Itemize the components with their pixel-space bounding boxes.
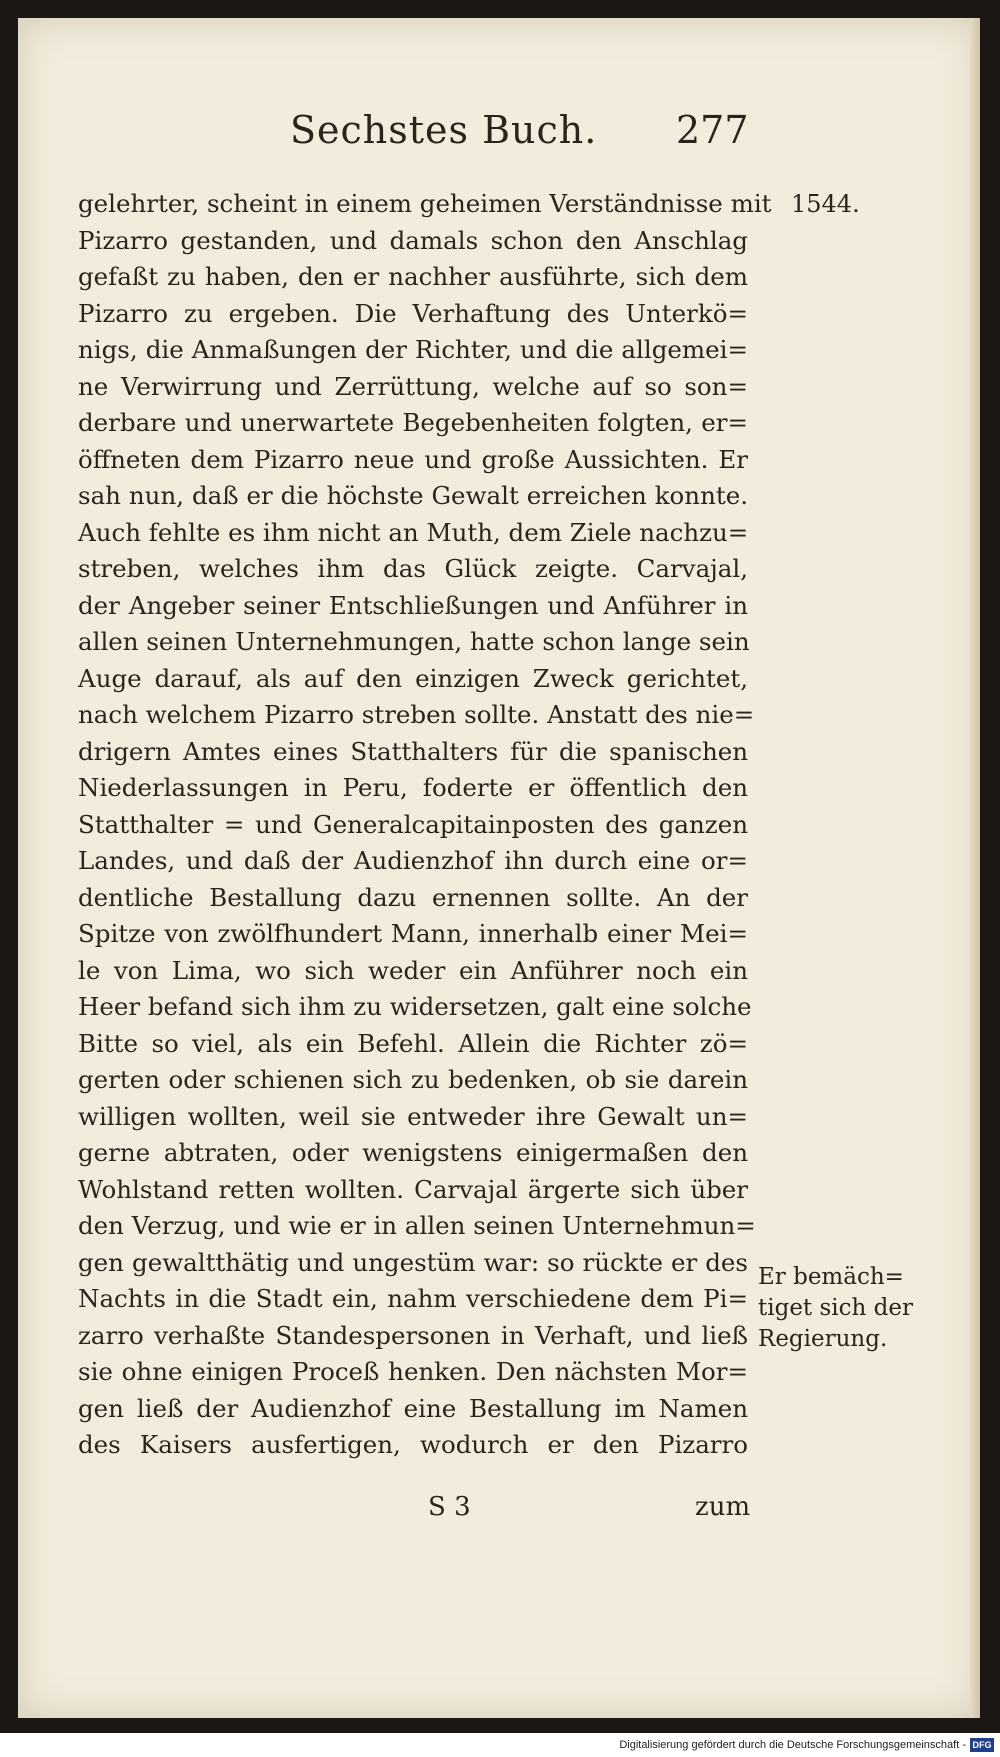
text-line: nach welchem Pizarro streben sollte. Anstatt des nie= <box>78 700 755 729</box>
text-line: gelehrter, scheint in einem geheimen Verständnisse mit <box>78 189 772 218</box>
text-line: Pizarro gestanden, und damals schon den Anschlag <box>78 225 748 255</box>
text-line: Nachts in die Stadt ein, nahm verschiedene dem Pi= <box>78 1284 748 1313</box>
text-line: Statthalter = und Generalcapitainposten des ganzen <box>78 809 748 839</box>
text-line: ne Verwirrung und Zerrüttung, welche auf so son= <box>78 371 748 401</box>
text-line: le von Lima, wo sich weder ein Anführer noch ein <box>78 955 748 985</box>
text-line: Landes, und daß der Audienzhof ihn durch eine or= <box>78 846 748 875</box>
page-edge <box>970 18 980 1718</box>
text-line: Spitze von zwölfhundert Mann, innerhalb einer Mei= <box>78 919 748 948</box>
text-line: derbare und unerwartete Begebenheiten folgten, er= <box>78 408 748 437</box>
text-line: sie ohne einigen Proceß henken. Den nächsten Mor= <box>78 1357 748 1386</box>
text-line: gen gewaltthätig und ungestüm war: so rückte er des <box>78 1247 748 1277</box>
text-line: willigen wollten, weil sie entweder ihre Gewalt un= <box>78 1101 748 1131</box>
margin-note-line: tiget sich der <box>758 1295 913 1321</box>
dfg-logo: DFG <box>970 1738 994 1752</box>
margin-note-line: Er bemäch= <box>758 1264 904 1290</box>
text-line: sah nun, daß er die höchste Gewalt erreichen konnte. <box>78 481 748 510</box>
text-line: drigern Amtes eines Statthalters für die spanischen <box>78 736 748 766</box>
running-head: Sechstes Buch. <box>290 108 598 152</box>
text-line: den Verzug, und wie er in allen seinen Unternehmun= <box>78 1211 756 1240</box>
text-line: der Angeber seiner Entschließungen und Anführer in <box>78 590 748 620</box>
margin-year: 1544. <box>791 190 860 218</box>
text-line: gen ließ der Audienzhof eine Bestallung im Namen <box>78 1393 748 1423</box>
margin-note-line: Regierung. <box>758 1326 888 1352</box>
text-line: Heer befand sich ihm zu widersetzen, galt eine solche <box>78 992 752 1021</box>
text-line: gerten oder schienen sich zu bedenken, ob sie darein <box>78 1065 748 1094</box>
text-line: Auch fehlte es ihm nicht an Muth, dem Ziele nachzu= <box>78 517 749 547</box>
text-line: Wohlstand retten wollten. Carvajal ärgerte sich über <box>78 1174 748 1204</box>
body-text <box>78 186 772 1464</box>
text-line: dentliche Bestallung dazu ernennen sollte. An der <box>78 882 748 912</box>
page-number: 277 <box>676 108 749 152</box>
text-line: allen seinen Unternehmungen, hatte schon lange sein <box>78 627 750 656</box>
catchword: zum <box>695 1492 751 1522</box>
text-line: Auge darauf, als auf den einzigen Zweck gerichtet, <box>78 663 748 693</box>
text-line: zarro verhaßte Standespersonen in Verhaft, und ließ <box>78 1320 748 1350</box>
text-line: Bitte so viel, als ein Befehl. Allein die Richter zö= <box>78 1028 748 1058</box>
text-line: nigs, die Anmaßungen der Richter, und die allgemei= <box>78 335 748 364</box>
text-line: öffneten dem Pizarro neue und große Aussichten. Er <box>78 444 748 474</box>
signature-mark: S 3 <box>428 1492 471 1522</box>
text-line: gefaßt zu haben, den er nachher ausführte, sich dem <box>78 262 748 291</box>
margin-note <box>758 1262 913 1355</box>
text-line: des Kaisers ausfertigen, wodurch er den Pizarro <box>78 1430 748 1459</box>
text-line: Pizarro zu ergeben. Die Verhaftung des Unterkö= <box>78 298 748 328</box>
text-line: streben, welches ihm das Glück zeigte. Carvajal, <box>78 554 748 583</box>
text-line: Niederlassungen in Peru, foderte er öffentlich den <box>78 773 748 802</box>
digitization-credit: Digitalisierung gefördert durch die Deutsche Forschungsgemeinschaft - <box>619 1739 966 1751</box>
text-line: gerne abtraten, oder wenigstens einigermaßen den <box>78 1138 748 1167</box>
